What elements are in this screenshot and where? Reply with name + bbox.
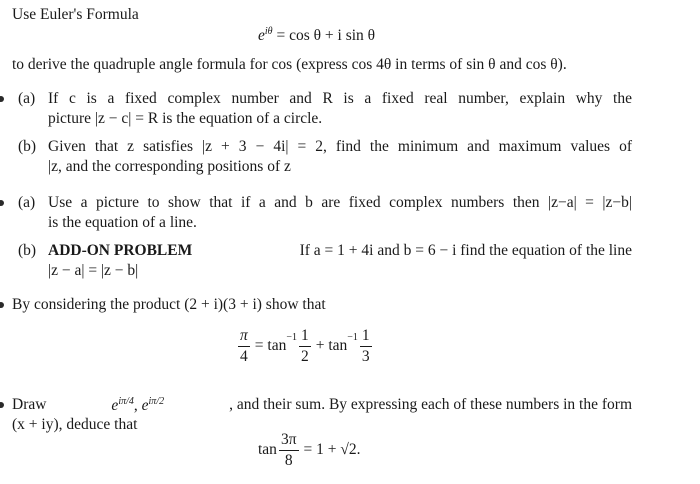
q5-tan-word: tan: [258, 441, 277, 458]
q3a-line-1: Use a picture to show that if a and b are fixed complex numbers then |z−a| = |z−b|: [48, 194, 632, 211]
q3b-line-1: [48, 242, 632, 260]
q2b-label: (b): [18, 138, 37, 155]
q2b-line-1: Given that z satisfies |z + 3 − 4i| = 2, find the minimum and maximum values of: [48, 138, 632, 155]
q4-lhs-denominator: 4: [240, 347, 248, 365]
q5-line-1: [12, 396, 632, 415]
q5-fraction-denominator: 8: [284, 451, 293, 469]
q5-e2-base: e: [141, 397, 149, 415]
q3a-line-2: is the equation of a line.: [48, 214, 197, 231]
euler-formula: [258, 26, 375, 45]
q3b-line-2: |z − a| = |z − b|: [48, 262, 139, 279]
q4-plus-tan: + tan: [315, 337, 348, 354]
q5-fraction: [279, 432, 299, 468]
q4-half-numerator: 1: [299, 328, 311, 347]
q4-inverse-sup-2: −1: [347, 332, 358, 343]
question-5-bullet: [0, 402, 4, 408]
q3b-label: (b): [18, 242, 37, 259]
q5-e2-exponent: iπ/2: [148, 396, 165, 407]
q2a-line-2: picture |z − c| = R is the equation of a circle.: [48, 110, 323, 127]
question-2-bullet: [0, 96, 4, 102]
q5-fraction-numerator: 3π: [279, 432, 299, 451]
q4-fraction-third: [360, 328, 372, 364]
q5-e1-base: e: [111, 397, 119, 415]
question-4-bullet: [0, 302, 4, 308]
q3b-line-1-text: If a = 1 + 4i and b = 6 − i find the equation of the line: [299, 242, 632, 259]
euler-lhs-exponent: iθ: [264, 26, 273, 37]
q4-lhs-fraction: [238, 328, 250, 364]
q4-equals-tan: = tan: [254, 337, 287, 354]
q4-identity: [236, 328, 374, 364]
q5-e1-exponent: iπ/4: [118, 396, 134, 407]
q3a-label: (a): [18, 194, 36, 211]
q4-half-denominator: 2: [300, 347, 309, 365]
add-on-problem-heading: ADD-ON PROBLEM: [48, 242, 193, 259]
q2a-label: (a): [18, 90, 36, 107]
q5-line-1-rest: , and their sum. By expressing each of these numbers in the form: [229, 396, 632, 413]
euler-rhs: = cos θ + i sin θ: [276, 27, 376, 45]
q5-draw-word: Draw: [12, 396, 47, 413]
q2a-line-1: If c is a fixed complex number and R is a fixed real number, explain why the: [48, 90, 632, 107]
derive-instruction: to derive the quadruple angle formula for cos (express cos 4θ in terms of sin θ and cos θ).: [12, 56, 567, 73]
q4-third-numerator: 1: [360, 328, 372, 347]
euler-lhs: e: [258, 27, 265, 45]
question-3-bullet: [0, 200, 4, 206]
q5-rhs: = 1 + √2.: [303, 441, 361, 458]
q4-lhs-numerator: π: [238, 328, 250, 347]
q4-fraction-half: [299, 328, 311, 364]
q4-inverse-sup-1: −1: [286, 332, 297, 343]
q5-comma: ,: [133, 397, 138, 415]
q5-line-2: (x + iy), deduce that: [12, 416, 138, 433]
q4-third-denominator: 3: [361, 347, 370, 365]
q2b-line-2: |z, and the corresponding positions of z: [48, 158, 291, 175]
intro-heading: Use Euler's Formula: [12, 6, 139, 23]
q4-intro: By considering the product (2 + i)(3 + i) show that: [12, 296, 326, 313]
q5-identity: [258, 432, 361, 468]
